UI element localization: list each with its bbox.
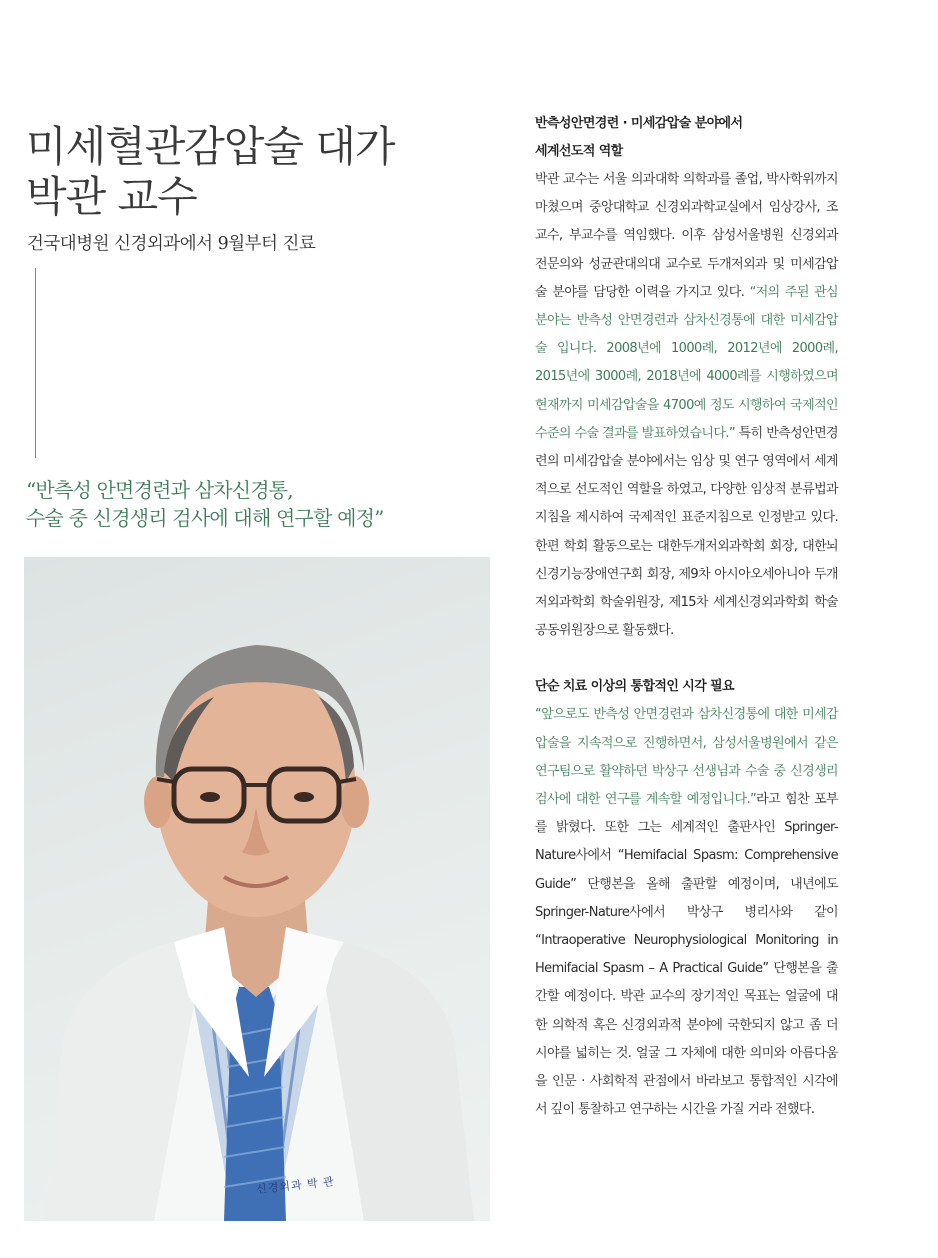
section1-text-b: 특히 반측성안면경련의 미세감압술 분야에서는 임상 및 연구 영역에서 세계적으로 선도적인 역할을 하였고, 다양한 임상적 분류법과 지침을 제시하여 국제적인 표준지침으로 인정받고 있다. 한편 학회 활동으로는 대한두개저외과학회 회장, 대한뇌신경기능장애연구회 회장, 제9차 아시아오세아니아 두개저외과학회 학술위원장, 제15차 세계신경외과학회 학술 공동위원장으로 활동했다. [535, 425, 838, 639]
title-line-1: 미세혈관감압술 대가 [26, 122, 395, 171]
section-spacer [535, 645, 838, 673]
article-subtitle: 건국대병원 신경외과에서 9월부터 진료 [27, 234, 316, 254]
section2-text-b: 라고 힘찬 포부를 밝혔다. 또한 그는 세계적인 출판사인 Springer-Nature사에서 “Hemifacial Spasm: Comprehensive Guide” 단행본을 올해 출판할 예정이며, 내년에도 Springer-Nature사에서 박상구 병리사와 같이 “Intraoperative Neurophysiological Monitoring in Hemifacial Spasm – A Practical Guide” 단행본을 출간할 예정이다. 박관 교수의 장기적인 목표는 얼굴에 대한 의학적 혹은 신경외과적 분야에 국한되지 않고 좀 더 시야를 넓히는 것. 얼굴 그 자체에 대한 의미와 아름다움을 인문 · 사회학적 관점에서 바라보고 통합적인 시각에서 깊이 통찰하고 연구하는 시간을 가질 거라 전했다. [535, 792, 838, 1118]
pull-quote-line-1: “반측성 안면경련과 삼차신경통, [26, 478, 293, 502]
section1-heading [535, 110, 838, 166]
decorative-vertical-line [35, 268, 36, 458]
section2-paragraph [535, 701, 838, 1124]
section1-heading-line-2: 세계선도적 역할 [535, 144, 623, 159]
portrait-illustration [24, 557, 490, 1221]
section1-heading-line-1: 반측성안면경련 · 미세감압술 분야에서 [535, 116, 743, 131]
portrait-photo [24, 557, 490, 1221]
section2-quote-text: “앞으로도 반측성 안면경련과 삼차신경통에 대한 미세감압술을 지속적으로 진행하면서, 삼성서울병원에서 같은 연구팀으로 활약하던 박상구 선생님과 수술 중 신경생리 검사에 대한 연구를 계속할 예정입니다.” [535, 707, 838, 808]
article-body [535, 110, 838, 1125]
section1-paragraph [535, 166, 838, 645]
title-line-2: 박관 교수 [26, 172, 197, 221]
pull-quote [26, 476, 496, 532]
section2-heading: 단순 치료 이상의 통합적인 시각 필요 [535, 679, 734, 695]
section1-quote-text: “저의 주된 관심 분야는 반측성 안면경련과 삼차신경통에 대한 미세감압술 입니다. 2008년에 1000례, 2012년에 2000례, 2015년에 3000례, 2018년에 4000례를 시행하였으며 현재까지 미세감압술을 4700예 정도 시행하여 국제적인 수준의 수술 결과를 발표하였습니다.” [535, 284, 838, 441]
pull-quote-line-2: 수술 중 신경생리 검사에 대해 연구할 예정” [26, 506, 384, 530]
section1-text-a: 박관 교수는 서울 의과대학 의학과를 졸업, 박사학위까지 마쳤으며 중앙대학교 신경외과학교실에서 임상강사, 조교수, 부교수를 역임했다. 이후 삼성서울병원 신경외과 전문의와 성균관대의대 교수로 두개저외과 및 미세감압술 분야를 담당한 이력을 가지고 있다. [535, 172, 838, 300]
coat-name-tag: 신경외과 박 관 [255, 1174, 336, 1197]
article-title [26, 122, 486, 222]
